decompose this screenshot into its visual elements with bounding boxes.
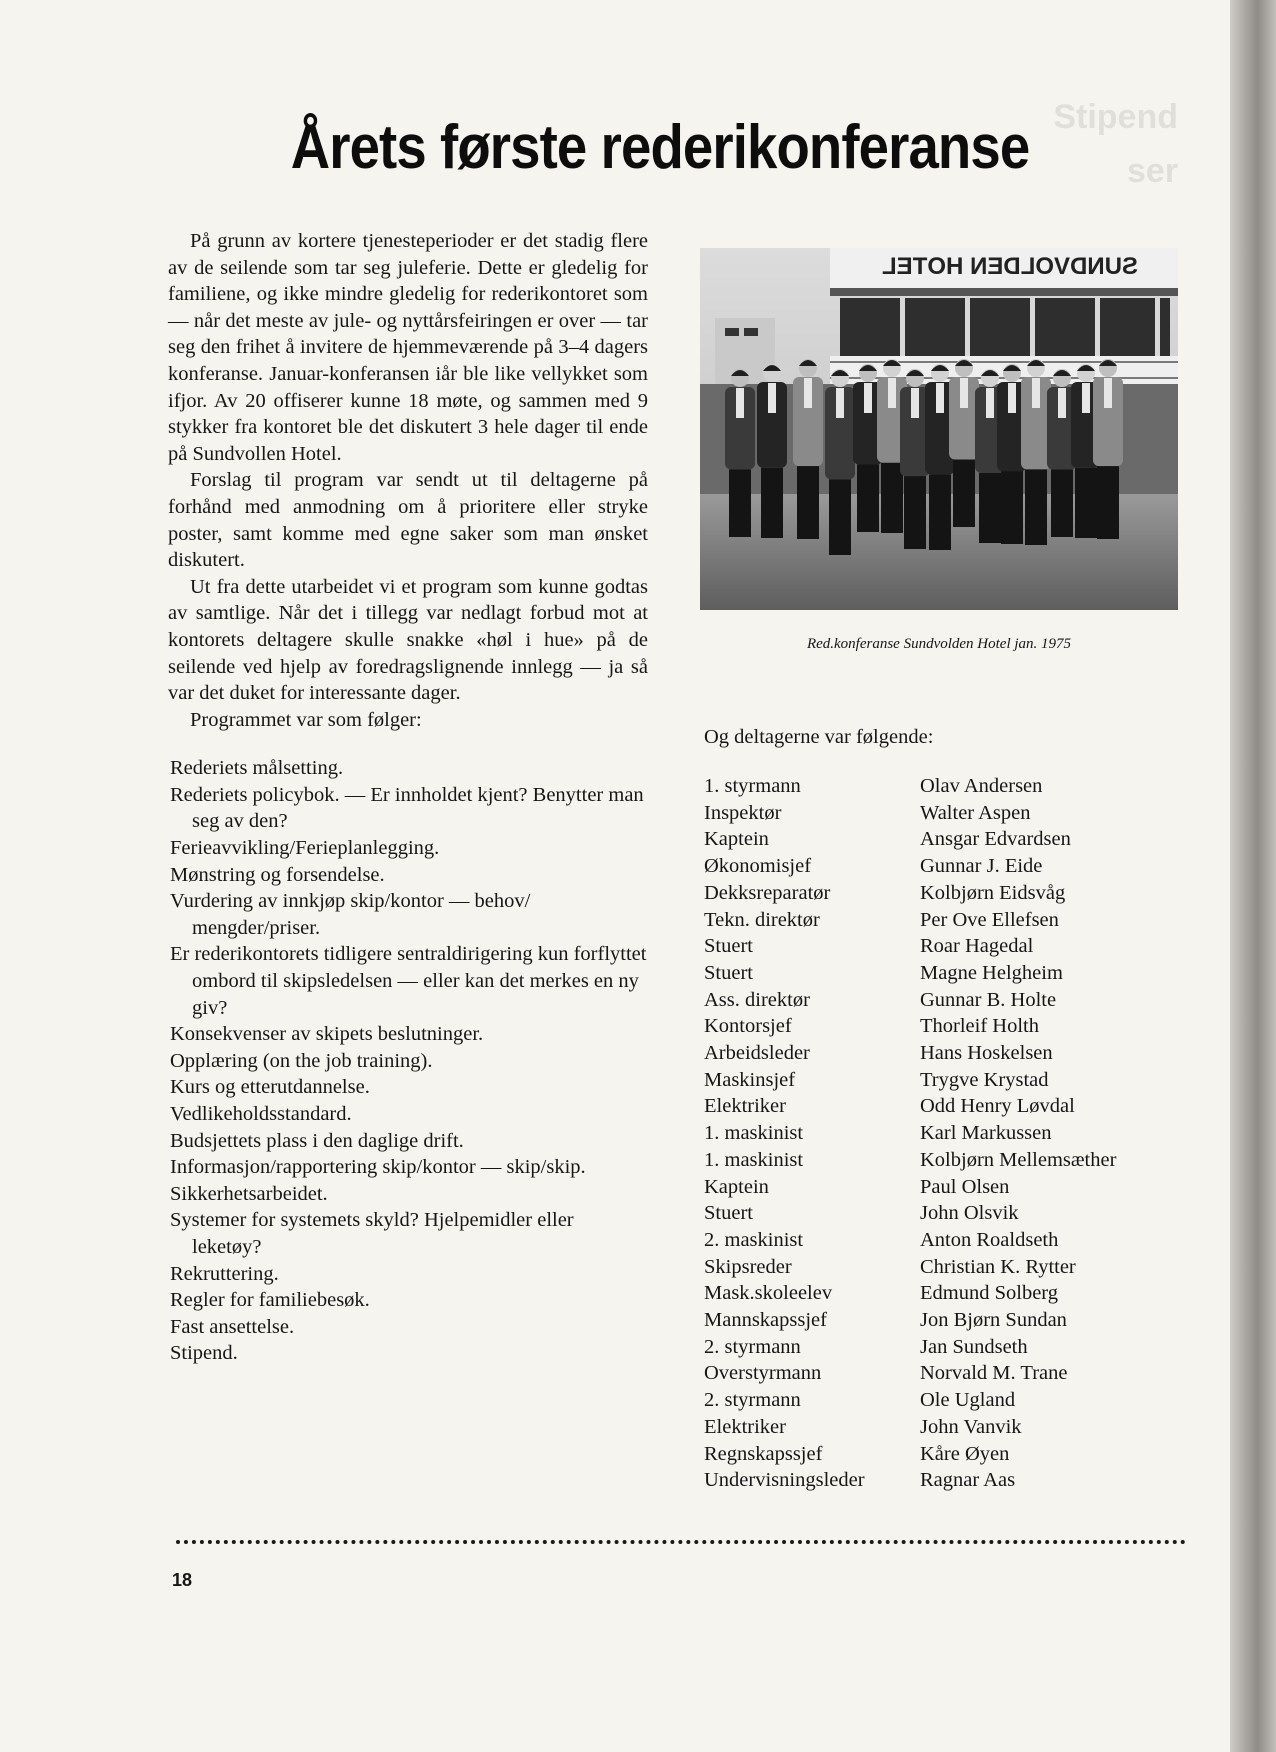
participant-row (704, 1227, 1184, 1254)
person-figure (793, 359, 823, 539)
participant-role: Økonomisjef (704, 855, 812, 878)
participant-row (704, 1254, 1184, 1281)
participant-row (704, 1387, 1184, 1414)
participant-name: Magne Helgheim (920, 961, 1063, 984)
participant-role: Arbeidsleder (704, 1042, 810, 1065)
participant-row (704, 933, 1184, 960)
program-item: Stipend. (170, 1342, 238, 1365)
participant-row (704, 773, 1184, 800)
participant-name: Roar Hagedal (920, 935, 1034, 958)
participant-name: Norvald M. Trane (920, 1362, 1068, 1385)
participant-role: Elektriker (704, 1095, 786, 1118)
participant-name: Jon Bjørn Sundan (920, 1309, 1067, 1332)
person-figure (1093, 359, 1123, 539)
participant-row (704, 1467, 1184, 1494)
program-item: Informasjon/rapportering skip/kontor — skip/skip. (170, 1156, 586, 1179)
participant-role: Tekn. direktør (704, 908, 820, 931)
participant-name: Christian K. Rytter (920, 1255, 1076, 1278)
participant-name: Gunnar J. Eide (920, 855, 1043, 878)
participant-role: 2. maskinist (704, 1228, 804, 1251)
participants-heading: Og deltagerne var følgende: (704, 726, 934, 748)
program-item: Er rederikontorets tidligere sentraldirigering kun forflyttet ombord til skipsledelsen — eller kan det merkes en ny giv? (170, 943, 647, 1019)
participant-role: 2. styrmann (704, 1389, 801, 1412)
program-item: Vedlikeholdsstandard. (170, 1103, 352, 1125)
participant-row (704, 907, 1184, 934)
participant-name: Anton Roaldseth (920, 1228, 1059, 1251)
participant-row (704, 1200, 1184, 1227)
article-title: Årets første rederikonferanse (290, 113, 1030, 182)
participant-name: Walter Aspen (920, 801, 1031, 824)
person-figure (725, 369, 755, 537)
participant-row (704, 1280, 1184, 1307)
participant-row (704, 1414, 1184, 1441)
participant-name: John Vanvik (920, 1415, 1022, 1438)
person-figure (949, 359, 979, 527)
participant-name: Ragnar Aas (920, 1469, 1016, 1492)
participant-row (704, 880, 1184, 907)
participant-name: Kolbjørn Eidsvåg (920, 881, 1066, 904)
participant-row (704, 1334, 1184, 1361)
participant-name: Edmund Solberg (920, 1282, 1058, 1305)
participant-role: 1. styrmann (704, 775, 801, 797)
show-through-line: Stipend (1053, 98, 1178, 136)
participant-role: Maskinsjef (704, 1068, 796, 1091)
participant-role: Kaptein (704, 828, 769, 851)
participant-row (704, 1360, 1184, 1387)
program-item: Konsekvenser av skipets beslutninger. (170, 1023, 484, 1046)
participant-name: Per Ove Ellefsen (920, 908, 1059, 931)
paragraph: På grunn av kortere tjenesteperioder er det stadig flere av de seilende som tar seg juleferie. Dette er gledelig for familiene, og ikke mindre gledelig for rederikontoret som — når det meste av jule- og nyttårsfeiringen er over — tar seg den frihet å invitere de hjemmeværende på 3–4 dagers konferanse. Januar-konferansen iår ble like vellykket som ifjor. Av 20 offiserer kunne 18 møte, og sammen med 9 stykker fra kontoret ble det diskutert 3 hele dager til ende på Sundvollen Hotel. (168, 230, 648, 465)
participant-name: Paul Olsen (920, 1175, 1010, 1198)
participant-row (704, 826, 1184, 853)
program-item: Kurs og etterutdannelse. (170, 1076, 370, 1099)
participants-list (704, 773, 1184, 1494)
participant-row (704, 1067, 1184, 1094)
program-item: Sikkerhetsarbeidet. (170, 1182, 328, 1205)
program-item: Vurdering av innkjøp skip/kontor — behov/ mengder/priser. (170, 890, 531, 939)
person-figure (825, 369, 855, 555)
participant-role: Dekksreparatør (704, 881, 831, 904)
page-number: 18 (172, 1570, 193, 1590)
show-through-line: ser (1126, 152, 1178, 190)
participant-row (704, 800, 1184, 827)
article-body (168, 228, 648, 1367)
participant-role: Inspektør (704, 801, 782, 824)
participant-role: 1. maskinist (704, 1148, 804, 1171)
program-item: Opplæring (on the job training). (170, 1049, 433, 1072)
participant-role: Regnskapssjef (704, 1442, 823, 1465)
participant-role: Ass. direktør (704, 988, 810, 1011)
participant-row (704, 1120, 1184, 1147)
participant-role: Elektriker (704, 1415, 786, 1438)
participant-name: Ole Ugland (920, 1389, 1016, 1412)
book-spine-edge (1230, 0, 1276, 1752)
participant-row (704, 1147, 1184, 1174)
participant-role: Kontorsjef (704, 1015, 792, 1038)
hotel-sign: SUNDVOLDEN HOTEL (881, 253, 1139, 280)
participant-role: Stuert (704, 961, 753, 984)
participant-row (704, 853, 1184, 880)
program-list (170, 755, 648, 1367)
group-photo-image (700, 248, 1178, 610)
participant-row (704, 1093, 1184, 1120)
participant-name: Jan Sundseth (920, 1335, 1028, 1358)
participant-name: Karl Markussen (920, 1122, 1052, 1145)
participant-role: Undervisningsleder (704, 1469, 865, 1492)
participant-row (704, 1307, 1184, 1334)
paragraph: Ut fra dette utarbeidet vi et program som kunne godtas av samtlige. Når det i tillegg var nedlagt forbud mot at kontorets deltagere skulle snakke «høl i hue» på de seilende ved hjelp av foredragslignende innlegg — ja så var det duket for interessante dager. (168, 575, 648, 705)
person-figure (1021, 359, 1051, 545)
participant-role: Stuert (704, 1202, 753, 1225)
group-photo (700, 248, 1178, 610)
program-item: Rekruttering. (170, 1262, 279, 1285)
participant-role: 1. maskinist (704, 1122, 804, 1145)
participant-name: Hans Hoskelsen (920, 1042, 1053, 1065)
participant-name: Kolbjørn Mellemsæther (920, 1148, 1117, 1171)
dotted-divider (176, 1540, 1186, 1544)
program-item: Ferieavvikling/Ferieplanlegging. (170, 837, 440, 860)
participant-name: Olav Andersen (920, 775, 1043, 797)
photo-caption: Red.konferanse Sundvolden Hotel jan. 1975 (806, 636, 1072, 652)
program-item: Rederiets policybok. — Er innholdet kjent? Benytter man seg av den? (170, 783, 644, 833)
participant-row (704, 1013, 1184, 1040)
participant-row (704, 1174, 1184, 1201)
participant-role: 2. styrmann (704, 1335, 801, 1358)
paragraph: Forslag til program var sendt ut til deltagerne på forhånd med anmodning om å prioritere eller stryke poster, samt komme med egne saker som man ønsket diskutert. (168, 469, 648, 572)
participant-name: Trygve Krystad (920, 1068, 1049, 1091)
participant-name: Kåre Øyen (920, 1442, 1010, 1465)
program-item: Budsjettets plass i den daglige drift. (170, 1129, 464, 1152)
participant-name: Thorleif Holth (920, 1015, 1039, 1038)
program-item: Mønstring og forsendelse. (170, 863, 385, 886)
participant-role: Overstyrmann (704, 1362, 822, 1385)
program-item: Regler for familiebesøk. (170, 1289, 370, 1312)
participant-row (704, 1441, 1184, 1468)
participant-name: Ansgar Edvardsen (920, 828, 1071, 851)
participant-role: Mask.skoleelev (704, 1282, 833, 1305)
participant-role: Mannskapssjef (704, 1309, 827, 1332)
program-intro: Programmet var som følger: (190, 708, 422, 731)
person-figure (757, 364, 787, 538)
participant-role: Skipsreder (704, 1255, 792, 1278)
participant-role: Kaptein (704, 1175, 769, 1198)
participant-name: Odd Henry Løvdal (920, 1095, 1075, 1118)
program-item: Fast ansettelse. (170, 1315, 295, 1338)
participant-row (704, 1040, 1184, 1067)
participant-row (704, 987, 1184, 1014)
participant-row (704, 960, 1184, 987)
program-item: Rederiets målsetting. (170, 757, 344, 780)
program-item: Systemer for systemets skyld? Hjelpemidler eller leketøy? (170, 1209, 574, 1258)
participant-name: Gunnar B. Holte (920, 988, 1057, 1011)
participant-name: John Olsvik (920, 1202, 1019, 1225)
participant-role: Stuert (704, 935, 753, 958)
